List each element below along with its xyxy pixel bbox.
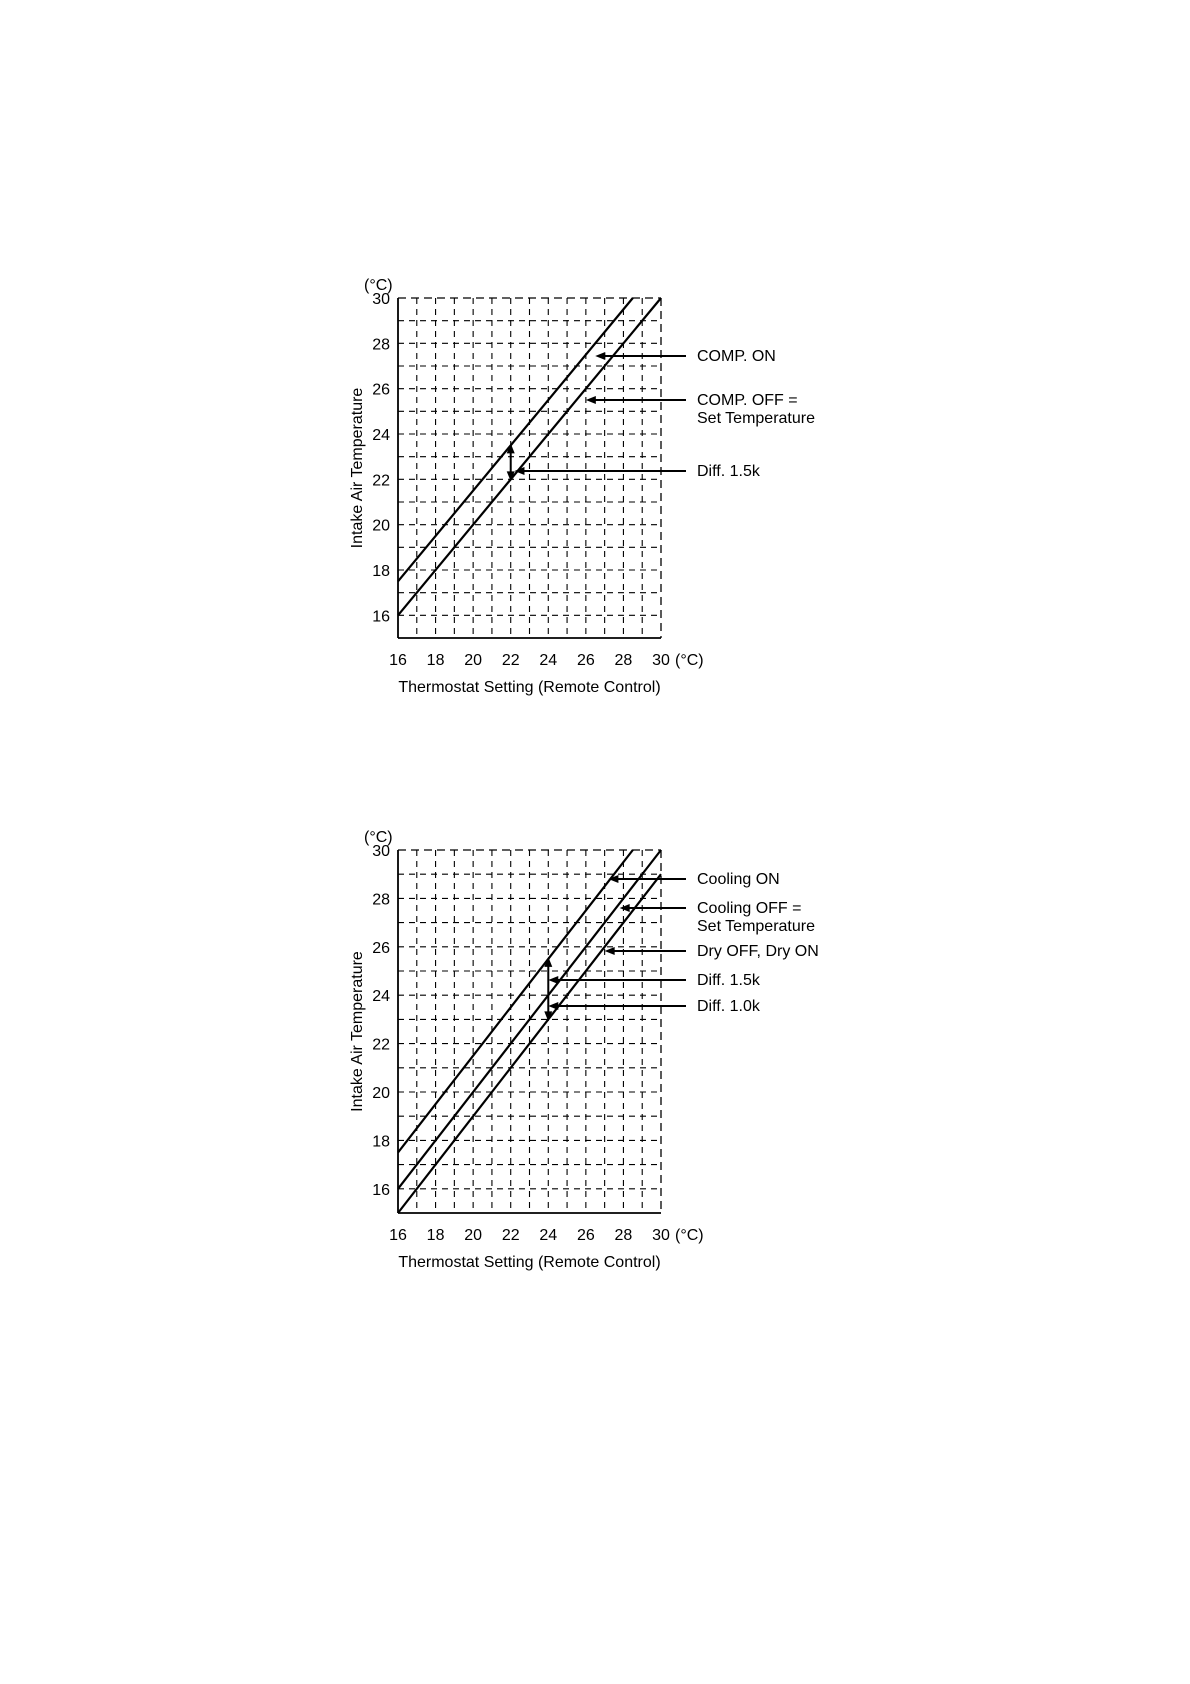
callout-label: COMP. OFF = [697,392,798,409]
x-unit-label: (°C) [675,1227,704,1244]
y-tick-label: 18 [372,1133,390,1151]
y-tick-label: 28 [372,891,390,909]
x-tick-label: 26 [576,652,595,669]
x-tick-label: 24 [539,1227,558,1244]
series-line [398,298,633,581]
y-tick-label: 30 [372,843,390,860]
callout-arrowhead [605,947,615,955]
callout-label: Set Temperature [697,918,815,935]
chart-2 [349,829,819,1271]
series-line [398,850,633,1153]
callout-label: Diff. 1.0k [697,998,760,1015]
x-tick-label: 20 [464,1227,483,1244]
y-tick-label: 26 [372,939,390,957]
x-tick-label: 30 [652,1227,670,1244]
y-tick-label: 20 [372,517,390,535]
y-tick-label: 16 [372,608,390,626]
y-tick-label: 18 [372,563,390,580]
x-tick-label: 30 [652,652,670,669]
callout-label: Cooling ON [697,871,780,888]
callout-label: Diff. 1.5k [697,972,760,989]
y-tick-label: 26 [372,381,390,399]
y-tick-label: 16 [372,1181,390,1199]
y-axis-title: Intake Air Temperature [349,387,366,549]
callout-label: Diff. 1.5k [697,463,760,480]
x-tick-label: 28 [614,1227,633,1244]
x-tick-label: 22 [501,1227,520,1244]
y-unit-label: (°C) [364,829,393,846]
x-unit-label: (°C) [675,652,704,669]
x-tick-label: 28 [614,652,633,669]
x-tick-label: 26 [576,1227,595,1244]
callout-label: COMP. ON [697,348,776,365]
y-tick-label: 20 [372,1085,390,1102]
y-tick-label: 24 [372,427,390,444]
y-tick-label: 24 [372,988,390,1006]
callout-arrowhead [595,352,605,360]
x-tick-label: 18 [426,652,445,669]
x-tick-label: 24 [539,652,558,669]
x-axis-title: Thermostat Setting (Remote Control) [398,679,661,696]
x-axis-title: Thermostat Setting (Remote Control) [398,1254,661,1271]
callout-arrowhead [548,976,558,984]
y-tick-label: 22 [372,1036,390,1054]
callout-label: Set Temperature [697,410,815,427]
y-tick-label: 22 [372,472,390,490]
callout-label: Cooling OFF = [697,900,802,917]
y-axis-title: Intake Air Temperature [349,951,366,1112]
y-tick-label: 28 [372,336,390,354]
x-tick-label: 16 [389,652,407,669]
chart-1 [349,277,815,696]
y-tick-label: 30 [372,291,390,308]
callout-arrowhead [620,904,630,912]
x-tick-label: 22 [501,652,520,669]
x-tick-label: 20 [464,652,483,669]
x-tick-label: 16 [389,1227,407,1244]
callout-arrowhead [586,396,596,404]
callout-arrowhead [548,1002,558,1010]
x-tick-label: 18 [426,1227,445,1244]
callout-label: Dry OFF, Dry ON [697,943,819,960]
y-unit-label: (°C) [364,277,393,294]
